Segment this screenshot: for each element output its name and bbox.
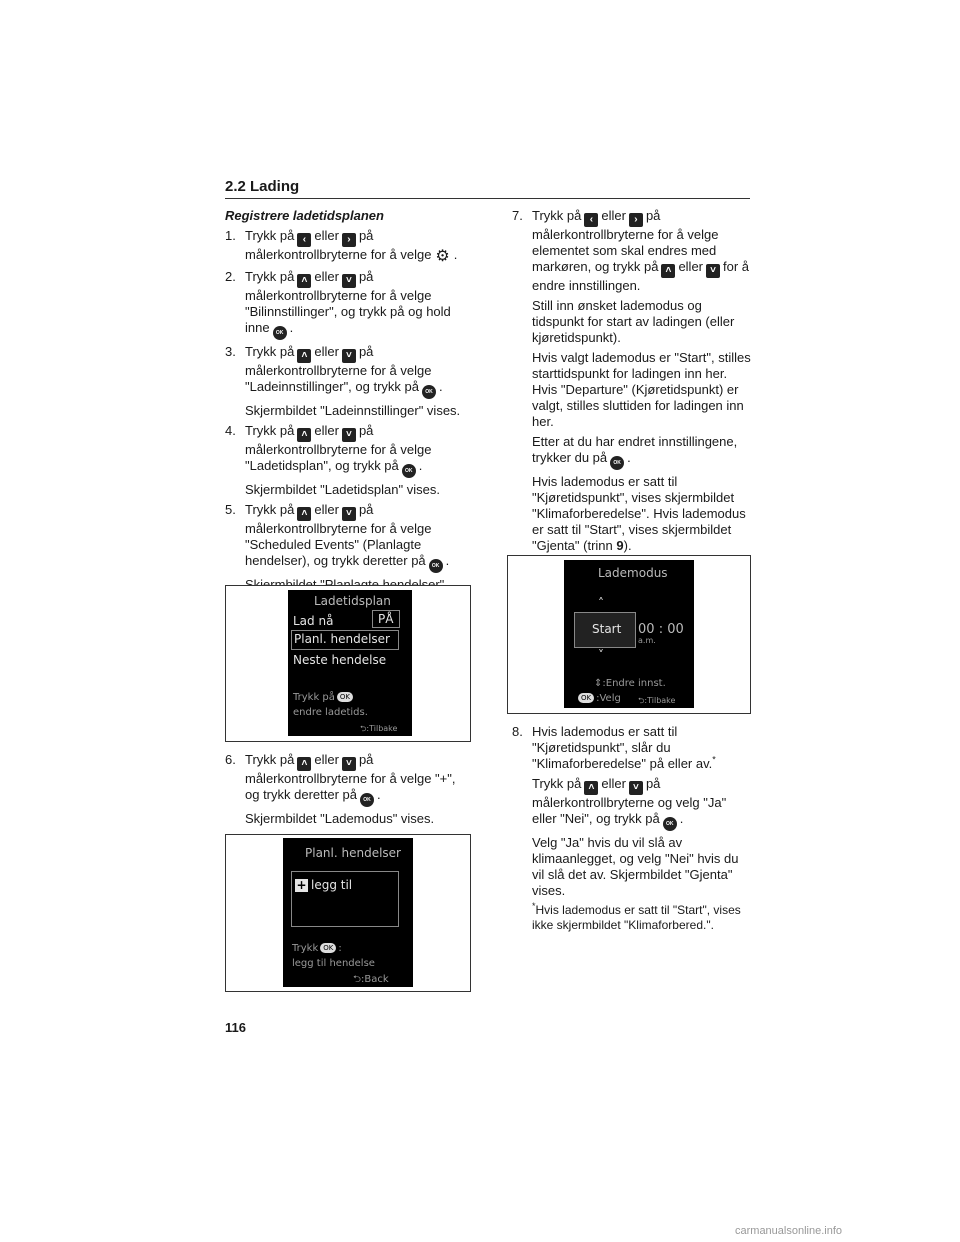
left-arrow-icon: ‹ <box>584 213 598 227</box>
ok-pill-icon: OK <box>320 943 336 953</box>
step-text: Trykk på <box>245 228 295 243</box>
down-arrow-icon: ˅ <box>706 264 720 278</box>
step-4 <box>225 423 470 478</box>
step-text: eller <box>601 208 626 223</box>
menu-item-planl-hendelser: Planl. hendelser <box>294 632 390 646</box>
screenshot-frame-lademodus <box>507 555 751 714</box>
up-arrow-icon: ˄ <box>297 507 311 521</box>
minute-value: 00 <box>667 622 684 637</box>
adjust-hint: ⇕:Endre innst. <box>594 678 666 689</box>
down-arrow-icon: ˅ <box>342 428 356 442</box>
step-text: eller <box>314 502 339 517</box>
step-text: eller <box>314 752 339 767</box>
ok-button-icon: OK <box>360 793 374 807</box>
step-text: på målerkontrollbryterne for å velge "Ladeinnstillinger", og trykk på <box>245 344 432 394</box>
step-text: Hvis lademodus er satt til "Kjøretidspunkt", slår du "Klimaforberedelse" på eller av. <box>532 724 713 771</box>
step-text: Trykk på <box>245 752 295 767</box>
down-arrow-icon: ˅ <box>342 274 356 288</box>
footnote: *Hvis lademodus er satt til "Start", vises ikke skjermbildet "Klimaforbered.". <box>532 901 741 932</box>
plus-icon: + <box>296 878 307 892</box>
paragraph: Hvis valgt lademodus er "Start", stilles starttidspunkt for ladingen inn her. Hvis "Departure" (Kjøretidspunkt) er valgt, stilles sluttiden for ladingen inn her. <box>532 350 751 429</box>
watermark: carmanualsonline.info <box>735 1225 843 1237</box>
up-down-icon: ⇕ <box>594 678 603 689</box>
footnote-marker: * <box>532 901 536 911</box>
step-3 <box>225 344 470 399</box>
up-arrow-icon: ˄ <box>297 349 311 363</box>
step-text: . <box>289 320 294 335</box>
up-arrow-icon: ˄ <box>297 428 311 442</box>
page-number: 116 <box>225 1020 246 1035</box>
step-text: Trykk på <box>245 344 295 359</box>
step-3-result: Skjermbildet "Ladeinnstillinger" vises. <box>245 403 461 418</box>
section-rule <box>225 198 750 199</box>
step-text: . <box>418 458 423 473</box>
paragraph: Velg "Ja" hvis du vil slå av klimaanlegget, og velg "Nei" hvis du vil slå det av. Skjermbildet "Gjenta" vises. <box>532 835 739 898</box>
step-number: 6. <box>225 752 236 767</box>
paragraph: Trykk på ˄ eller ˅ på målerkontrollbryterne og velg "Ja" eller "Nei", og trykk på OK . <box>512 776 752 831</box>
ok-pill-icon: OK <box>337 692 353 702</box>
step-7 <box>512 208 752 294</box>
step-1 <box>225 228 470 265</box>
select-hint: OK :Velg <box>576 693 621 704</box>
up-arrow-icon: ˄ <box>661 264 675 278</box>
back-hint: ⮌:Tilbake <box>360 724 398 733</box>
step-8-block <box>512 724 752 933</box>
back-hint: ⮌:Back <box>353 974 389 985</box>
step-text: eller <box>314 344 339 359</box>
section-title: 2.2 Lading <box>225 178 300 195</box>
down-arrow-icon: ˅ <box>342 349 356 363</box>
add-event-item: + legg til <box>296 878 353 892</box>
down-arrow-icon: ˅ <box>342 507 356 521</box>
footnote-marker: * <box>712 754 716 765</box>
screen-title: Ladetidsplan <box>314 594 391 608</box>
am-pm-label: a.m. <box>638 636 656 645</box>
paragraph: Etter at du har endret innstillingene, trykker du på OK . <box>512 434 752 470</box>
step-text: på målerkontrollbryterne for å velge elementet som skal endres med markøren, og trykk på <box>532 208 719 274</box>
step-text: Trykk på <box>532 208 582 223</box>
step-6-block <box>225 752 470 831</box>
screenshot-frame-planl-hendelser <box>225 834 471 992</box>
step-6-result: Skjermbildet "Lademodus" vises. <box>245 811 435 826</box>
ok-button-icon: OK <box>273 326 287 340</box>
step-text: eller <box>678 259 704 274</box>
back-hint: ⮌:Tilbake <box>638 696 676 705</box>
back-arrow-icon: ⮌ <box>353 974 362 985</box>
ok-pill-icon: OK <box>578 693 594 703</box>
right-arrow-icon: › <box>629 213 643 227</box>
left-arrow-icon: ‹ <box>297 233 311 247</box>
step-text: på målerkontrollbryterne for å velge "+", og trykk deretter på <box>245 752 456 802</box>
screen-title: Planl. hendelser <box>305 846 401 860</box>
chevron-down-icon: ˅ <box>598 648 604 662</box>
gear-icon: ⚙ <box>435 248 450 265</box>
screen-title: Lademodus <box>598 566 668 580</box>
step-number: 7. <box>512 208 523 223</box>
step-text: . <box>453 247 458 262</box>
chevron-up-icon: ˄ <box>598 596 604 610</box>
menu-item-value: PÅ <box>378 612 394 626</box>
hint-text-2: endre ladetids. <box>293 707 368 718</box>
step-text: Trykk på <box>245 423 295 438</box>
step-reference: 9 <box>616 538 624 553</box>
right-arrow-icon: › <box>342 233 356 247</box>
step-4-result: Skjermbildet "Ladetidsplan" vises. <box>245 482 440 497</box>
mode-value: Start <box>592 622 622 636</box>
right-column <box>512 208 752 558</box>
step-text: for å endre innstillingen. <box>532 259 750 293</box>
display-screen <box>288 590 412 736</box>
hint-text-2: legg til hendelse <box>292 958 375 969</box>
step-8 <box>512 724 752 772</box>
step-number: 8. <box>512 724 523 739</box>
step-5 <box>225 502 470 573</box>
step-number: 3. <box>225 344 236 359</box>
display-screen <box>283 838 413 987</box>
step-text: eller <box>314 269 339 284</box>
down-arrow-icon: ˅ <box>629 781 643 795</box>
paragraph: Still inn ønsket lademodus og tidspunkt for start av ladingen (eller kjøretidspunkt). <box>532 298 735 345</box>
step-text: på målerkontrollbryterne for å velge <box>245 228 432 262</box>
hour-value: 00 <box>638 622 655 637</box>
hint-text: Trykk OK : <box>292 943 342 954</box>
up-arrow-icon: ˄ <box>297 757 311 771</box>
step-text: . <box>377 787 381 802</box>
ok-button-icon: OK <box>610 456 624 470</box>
procedure-heading: Registrere ladetidsplanen <box>225 208 384 223</box>
step-text: Trykk på <box>245 502 295 517</box>
step-number: 5. <box>225 502 236 517</box>
ok-button-icon: OK <box>663 817 677 831</box>
step-text: Trykk på <box>245 269 295 284</box>
ok-button-icon: OK <box>402 464 416 478</box>
step-number: 4. <box>225 423 236 438</box>
up-arrow-icon: ˄ <box>584 781 598 795</box>
time-display: 00 : 00 <box>638 622 684 637</box>
step-text: . <box>445 553 450 568</box>
step-number: 2. <box>225 269 236 284</box>
down-arrow-icon: ˅ <box>342 757 356 771</box>
paragraph: Hvis lademodus er satt til "Kjøretidspunkt", vises skjermbildet "Klimaforberedelse". Hvis lademodus er satt til "Start", vises skjermbildet "Gjenta" (trinn 9). <box>532 474 746 553</box>
step-text: på målerkontrollbryterne for å velge "Bilinnstillinger", og trykk på og hold inne <box>245 269 451 335</box>
ok-button-icon: OK <box>422 385 436 399</box>
ok-button-icon: OK <box>429 559 443 573</box>
step-6 <box>225 752 470 807</box>
back-arrow-icon: ⮌ <box>638 696 645 705</box>
back-arrow-icon: ⮌ <box>360 724 367 733</box>
step-number: 1. <box>225 228 236 243</box>
up-arrow-icon: ˄ <box>297 274 311 288</box>
menu-item-lad-na: Lad nå <box>293 614 334 628</box>
hint-text: Trykk på OK <box>293 692 355 703</box>
menu-item-neste-hendelse: Neste hendelse <box>293 653 387 667</box>
step-text: på målerkontrollbryterne for å velge "Scheduled Events" (Planlagte hendelser), og trykk deretter på <box>245 502 432 568</box>
step-2 <box>225 269 470 340</box>
step-text: på målerkontrollbryterne for å velge "Ladetidsplan", og trykk på <box>245 423 432 473</box>
step-text: . <box>439 379 443 394</box>
screenshot-frame-ladetidsplan <box>225 585 471 742</box>
step-text: eller <box>314 423 339 438</box>
step-text: eller <box>314 228 339 243</box>
display-screen <box>564 560 694 708</box>
left-column <box>225 208 470 613</box>
